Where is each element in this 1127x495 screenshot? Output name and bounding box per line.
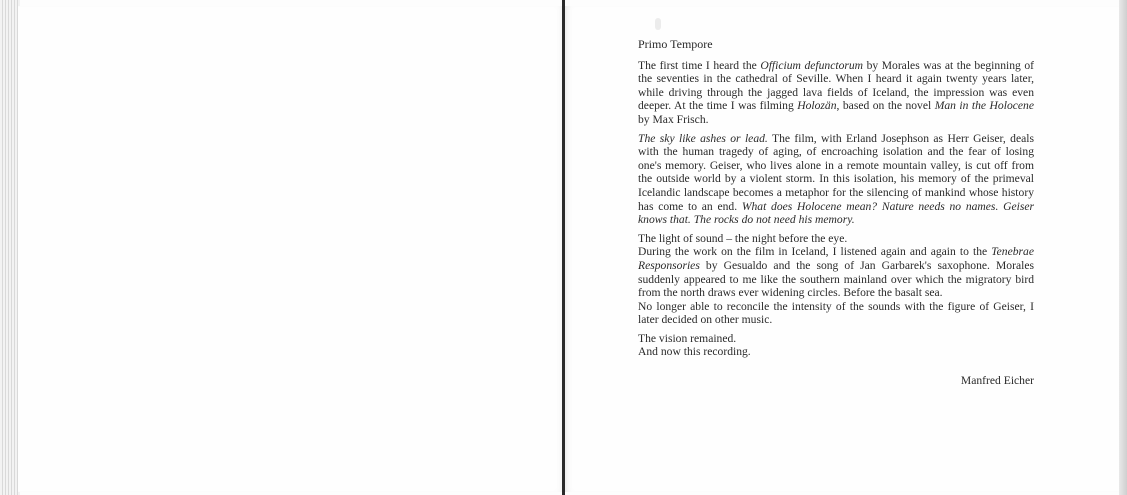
italic-title: Man in the Holocene: [934, 99, 1034, 113]
italic-title: Officium defunctorum: [760, 58, 864, 72]
italic-phrase: What does Holocene mean? Nature needs no names. Geiser knows that. The rocks do not need his memory.: [638, 199, 1034, 227]
page-edge-right: [1119, 0, 1127, 495]
paragraph-4: [638, 332, 1034, 359]
text-line: And now this recording.: [638, 345, 751, 359]
text-line: No longer able to reconcile the intensity of the sounds with the figure of Geiser, I later decided on other music.: [638, 299, 1034, 327]
text-run: The first time I heard the: [638, 58, 761, 72]
paragraph-2: [638, 132, 1034, 227]
text-run: During the work on the film in Iceland, I listened again and again to the: [638, 245, 992, 259]
page-title: Primo Tempore: [638, 37, 713, 51]
text-line: The light of sound – the night before the eye.: [638, 231, 848, 245]
text-run: , based on the novel: [836, 99, 935, 113]
italic-phrase: The sky like ashes or lead.: [638, 131, 768, 145]
text-line: The vision remained.: [638, 331, 737, 345]
author-signature: Manfred Eicher: [960, 374, 1034, 387]
page-stack-edge: [0, 0, 20, 495]
text-run: by Morales was at the beginning of the seventies in the cathedral of Seville. When I heard it again twenty years later, while driving through the jagged lava fields of Iceland, the impression was even deeper. At the time I was filming: [638, 58, 1035, 113]
text-run: by Gesualdo and the song of Jan Garbarek's saxophone. Morales suddenly appeared to me like the southern mainland over which the migratory bird from the north draws ever widening circles. Before the basalt sea.: [638, 258, 1034, 300]
text-run: The film, with Erland Josephson as Herr Geiser, deals with the human tragedy of aging, of encroaching isolation and the fear of losing one's memory. Geiser, who lives alone in a remote mountain valley, is cut off from the outside world by a violent storm. In this isolation, his memory of the primeval Icelandic landscape becomes a metaphor for the silencing of mankind whose history has come to an end.: [638, 131, 1034, 213]
left-page: [18, 6, 564, 492]
italic-title: Tenebrae Responsories: [638, 245, 1034, 272]
italic-title: Holozän: [797, 99, 837, 113]
liner-notes: [638, 38, 1034, 364]
paragraph-1: [638, 59, 1034, 127]
text-run: by Max Frisch.: [638, 112, 709, 126]
page-mark: [655, 18, 661, 30]
paragraph-3: [638, 232, 1034, 327]
